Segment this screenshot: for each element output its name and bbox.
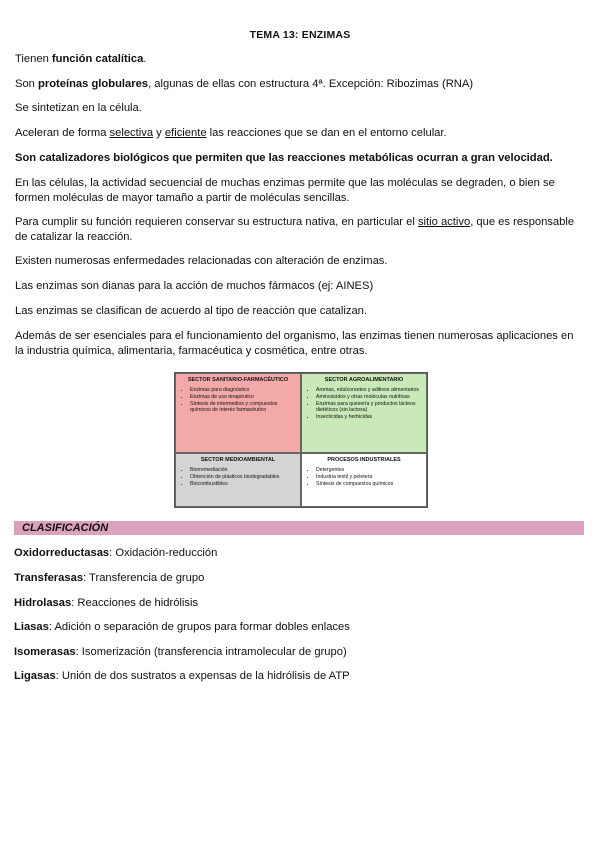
paragraph-synthesis: Se sintetizan en la célula. <box>15 102 142 114</box>
paragraph-diseases: Existen numerosas enfermedades relacionadas con alteración de enzimas. <box>15 255 388 267</box>
list-item: • Insecticidas y herbicidas <box>316 414 420 420</box>
paragraph-applications: Además de ser esenciales para el funcionamiento del organismo, las enzimas tienen numerosas aplicaciones en la industria química, alimentaria, farmacéutica y cosmética, entre otras. <box>15 330 574 357</box>
sector-agrifood-title: SECTOR AGROALIMENTARIO <box>324 377 404 383</box>
section-header-band <box>14 521 584 535</box>
paragraph-active-site: Para cumplir su función requieren conservar su estructura nativa, en particular el sitio activo, que es responsable de catalizar la reacción. <box>15 216 575 243</box>
paragraph-classify: Las enzimas se clasifican de acuerdo al tipo de reacción que catalizan. <box>15 305 367 317</box>
paragraph-sequential: En las células, la actividad secuencial de muchas enzimas permite que las moléculas se degraden, o bien se formen moléculas de mayor tamaño a partir de moléculas sencillas. <box>15 177 555 204</box>
sector-industrial-cell <box>301 453 427 507</box>
list-item: • Industria textil y peletera <box>316 474 420 480</box>
sector-industrial-title: PROCESOS INDUSTRIALES <box>327 457 401 463</box>
sector-agrifood-cell <box>301 373 427 453</box>
paragraph-catalysts: Son catalizadores biológicos que permiten que las reacciones metabólicas ocurran a gran velocidad. <box>15 152 553 164</box>
page-title: TEMA 13: ENZIMAS <box>249 29 351 41</box>
paragraph-accelerate: Aceleran de forma selectiva y eficiente las reacciones que se dan en el entorno celular. <box>15 127 447 139</box>
paragraph-proteins: Son proteínas globulares, algunas de ellas con estructura 4ª. Excepción: Ribozimas (RNA) <box>15 78 474 90</box>
list-item: • Aromas, edulcorantes y aditivos alimentarios <box>316 387 420 393</box>
sector-environment-title: SECTOR MEDIOAMBIENTAL <box>200 457 276 463</box>
section-title: CLASIFICACIÓN <box>22 522 109 534</box>
class-item-liasas: Liasas: Adición o separación de grupos para formar dobles enlaces <box>14 621 350 633</box>
applications-table <box>174 372 428 508</box>
list-item: • Detergentes <box>316 467 420 473</box>
list-item: • Síntesis de compuestos químicos <box>316 481 420 487</box>
class-item-ligasas: Ligasas: Unión de dos sustratos a expensas de la hidrólisis de ATP <box>14 670 350 682</box>
list-item: • Enzimas para quesería y productos lácteos dietéticos (sin lactosa) <box>316 401 420 413</box>
list-item: • Biocombustibles <box>190 481 294 487</box>
sector-health-cell <box>175 373 301 453</box>
sector-environment-cell <box>175 453 301 507</box>
list-item: • Biorremediación <box>190 467 294 473</box>
list-item: • Enzimas para diagnóstico <box>190 387 294 393</box>
class-item-transferasas: Transferasas: Transferencia de grupo <box>14 572 205 584</box>
list-item: • Enzimas de uso terapéutico <box>190 394 294 400</box>
paragraph-catalytic: Tienen función catalítica. <box>15 53 147 65</box>
sector-health-title: SECTOR SANITARIO-FARMACÉUTICO <box>187 377 289 383</box>
class-item-hidrolasas: Hidrolasas: Reacciones de hidrólisis <box>14 597 199 609</box>
list-item: • Aminoácidos y otras moléculas nutritivas <box>316 394 420 400</box>
paragraph-drug-targets: Las enzimas son dianas para la acción de muchos fármacos (ej: AINES) <box>15 280 374 292</box>
class-item-isomerasas: Isomerasas: Isomerización (transferencia intramolecular de grupo) <box>14 646 347 658</box>
list-item: • Síntesis de intermedios y compuestos químicos de interés farmacéutico <box>190 401 294 413</box>
class-item-oxidorreductasas: Oxidorreductasas: Oxidación-reducción <box>14 547 218 559</box>
list-item: • Obtención de plásticos biodegradables <box>190 474 294 480</box>
